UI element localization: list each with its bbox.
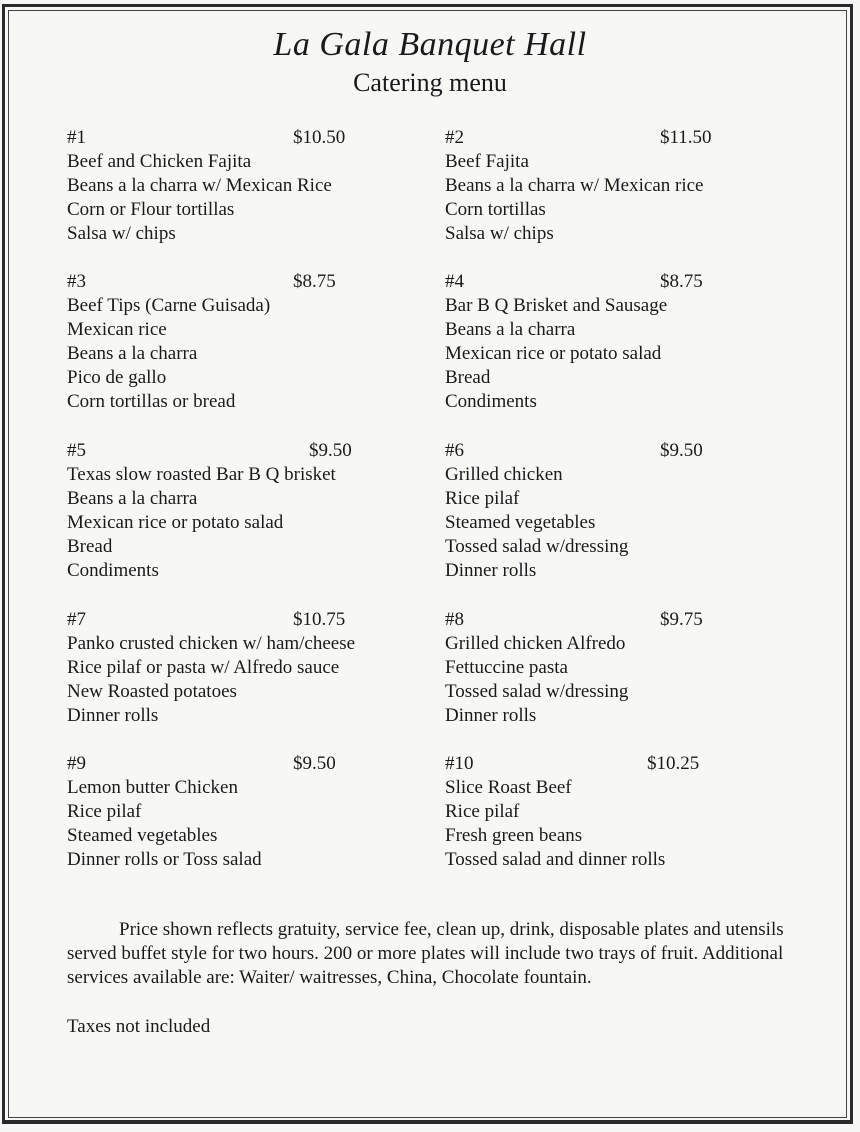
- menu-item-number: #6: [445, 440, 464, 461]
- menu-item-line: Texas slow roasted Bar B Q brisket: [67, 464, 336, 485]
- menu-item-line: Beans a la charra: [67, 488, 198, 509]
- menu-item-line: Corn tortillas or bread: [67, 391, 236, 412]
- menu-item-number: #7: [67, 609, 86, 630]
- menu-item-price: $9.50: [309, 440, 352, 461]
- menu-item-line: Pico de gallo: [67, 367, 167, 388]
- menu-item-number: #9: [67, 753, 86, 774]
- menu-item-number: #3: [67, 271, 86, 292]
- menu-item-line: Fresh green beans: [445, 825, 583, 846]
- menu-item-line: Beans a la charra: [445, 319, 576, 340]
- menu-item-line: Beans a la charra: [67, 343, 198, 364]
- menu-item-line: Dinner rolls: [67, 705, 159, 726]
- menu-item-line: Corn tortillas: [445, 199, 546, 220]
- page-subtitle: Catering menu: [353, 68, 507, 97]
- menu-item-price: $9.50: [293, 753, 336, 774]
- menu-item-line: Bar B Q Brisket and Sausage: [445, 295, 668, 316]
- pricing-note: Price shown reflects gratuity, service fee, clean up, drink, disposable plates and utensils served buffet style for two hours. 200 or more plates will include two trays of fruit. Additional services available are: Waiter/ waitresses, China, Chocolate fountain.: [67, 919, 784, 988]
- menu-item-line: Bread: [445, 367, 491, 388]
- menu-item-2: [445, 126, 745, 246]
- menu-item-line: Panko crusted chicken w/ ham/cheese: [67, 633, 356, 654]
- menu-item-price: $10.25: [647, 753, 700, 774]
- menu-item-line: Dinner rolls or Toss salad: [67, 849, 262, 870]
- menu-item-line: Mexican rice: [67, 319, 167, 340]
- menu-item-line: Steamed vegetables: [67, 825, 218, 846]
- menu-item-line: New Roasted potatoes: [67, 681, 237, 702]
- menu-item-number: #10: [445, 753, 474, 774]
- menu-item-price: $10.75: [293, 609, 346, 630]
- menu-item-9: [67, 752, 367, 872]
- menu-item-line: Tossed salad and dinner rolls: [445, 849, 666, 870]
- menu-item-line: Grilled chicken Alfredo: [445, 633, 626, 654]
- taxes-note: Taxes not included: [67, 1016, 211, 1037]
- menu-item-line: Grilled chicken: [445, 464, 563, 485]
- menu-item-line: Salsa w/ chips: [445, 223, 554, 244]
- menu-item-line: Rice pilaf: [445, 488, 520, 509]
- menu-item-price: $9.75: [660, 609, 703, 630]
- menu-item-price: $10.50: [293, 127, 346, 148]
- menu-item-line: Steamed vegetables: [445, 512, 596, 533]
- menu-item-4: [445, 270, 745, 414]
- menu-item-6: [445, 439, 745, 583]
- menu-item-line: Fettuccine pasta: [445, 657, 568, 678]
- menu-item-number: #2: [445, 127, 464, 148]
- menu-item-line: Beans a la charra w/ Mexican rice: [445, 175, 704, 196]
- menu-item-price: $11.50: [660, 127, 712, 148]
- menu-item-line: Beef and Chicken Fajita: [67, 151, 252, 172]
- menu-item-line: Beef Tips (Carne Guisada): [67, 295, 271, 316]
- menu-item-price: $9.50: [660, 440, 703, 461]
- menu-item-line: Corn or Flour tortillas: [67, 199, 235, 220]
- menu-item-5: [67, 439, 387, 583]
- menu-item-line: Dinner rolls: [445, 560, 537, 581]
- menu-item-line: Bread: [67, 536, 113, 557]
- menu-item-line: Condiments: [67, 560, 159, 581]
- menu-item-line: Mexican rice or potato salad: [445, 343, 662, 364]
- menu-item-price: $8.75: [660, 271, 703, 292]
- page-title: La Gala Banquet Hall: [273, 26, 587, 63]
- menu-item-number: #4: [445, 271, 464, 292]
- menu-item-7: [67, 608, 397, 728]
- menu-item-3: [67, 270, 367, 414]
- menu-item-line: Mexican rice or potato salad: [67, 512, 284, 533]
- menu-item-number: #8: [445, 609, 464, 630]
- menu-item-line: Beef Fajita: [445, 151, 529, 172]
- menu-item-10: [445, 752, 745, 872]
- menu-item-line: Lemon butter Chicken: [67, 777, 238, 798]
- menu-item-line: Condiments: [445, 391, 537, 412]
- menu-item-line: Rice pilaf or pasta w/ Alfredo sauce: [67, 657, 340, 678]
- menu-item-line: Beans a la charra w/ Mexican Rice: [67, 175, 332, 196]
- menu-item-number: #1: [67, 127, 86, 148]
- menu-item-1: [67, 126, 367, 246]
- menu-item-line: Rice pilaf: [445, 801, 520, 822]
- menu-item-line: Slice Roast Beef: [445, 777, 572, 798]
- menu-item-line: Tossed salad w/dressing: [445, 681, 629, 702]
- menu-item-number: #5: [67, 440, 86, 461]
- menu-item-line: Salsa w/ chips: [67, 223, 176, 244]
- menu-item-line: Dinner rolls: [445, 705, 537, 726]
- menu-item-line: Tossed salad w/dressing: [445, 536, 629, 557]
- menu-item-price: $8.75: [293, 271, 336, 292]
- menu-item-line: Rice pilaf: [67, 801, 142, 822]
- menu-item-8: [445, 608, 745, 728]
